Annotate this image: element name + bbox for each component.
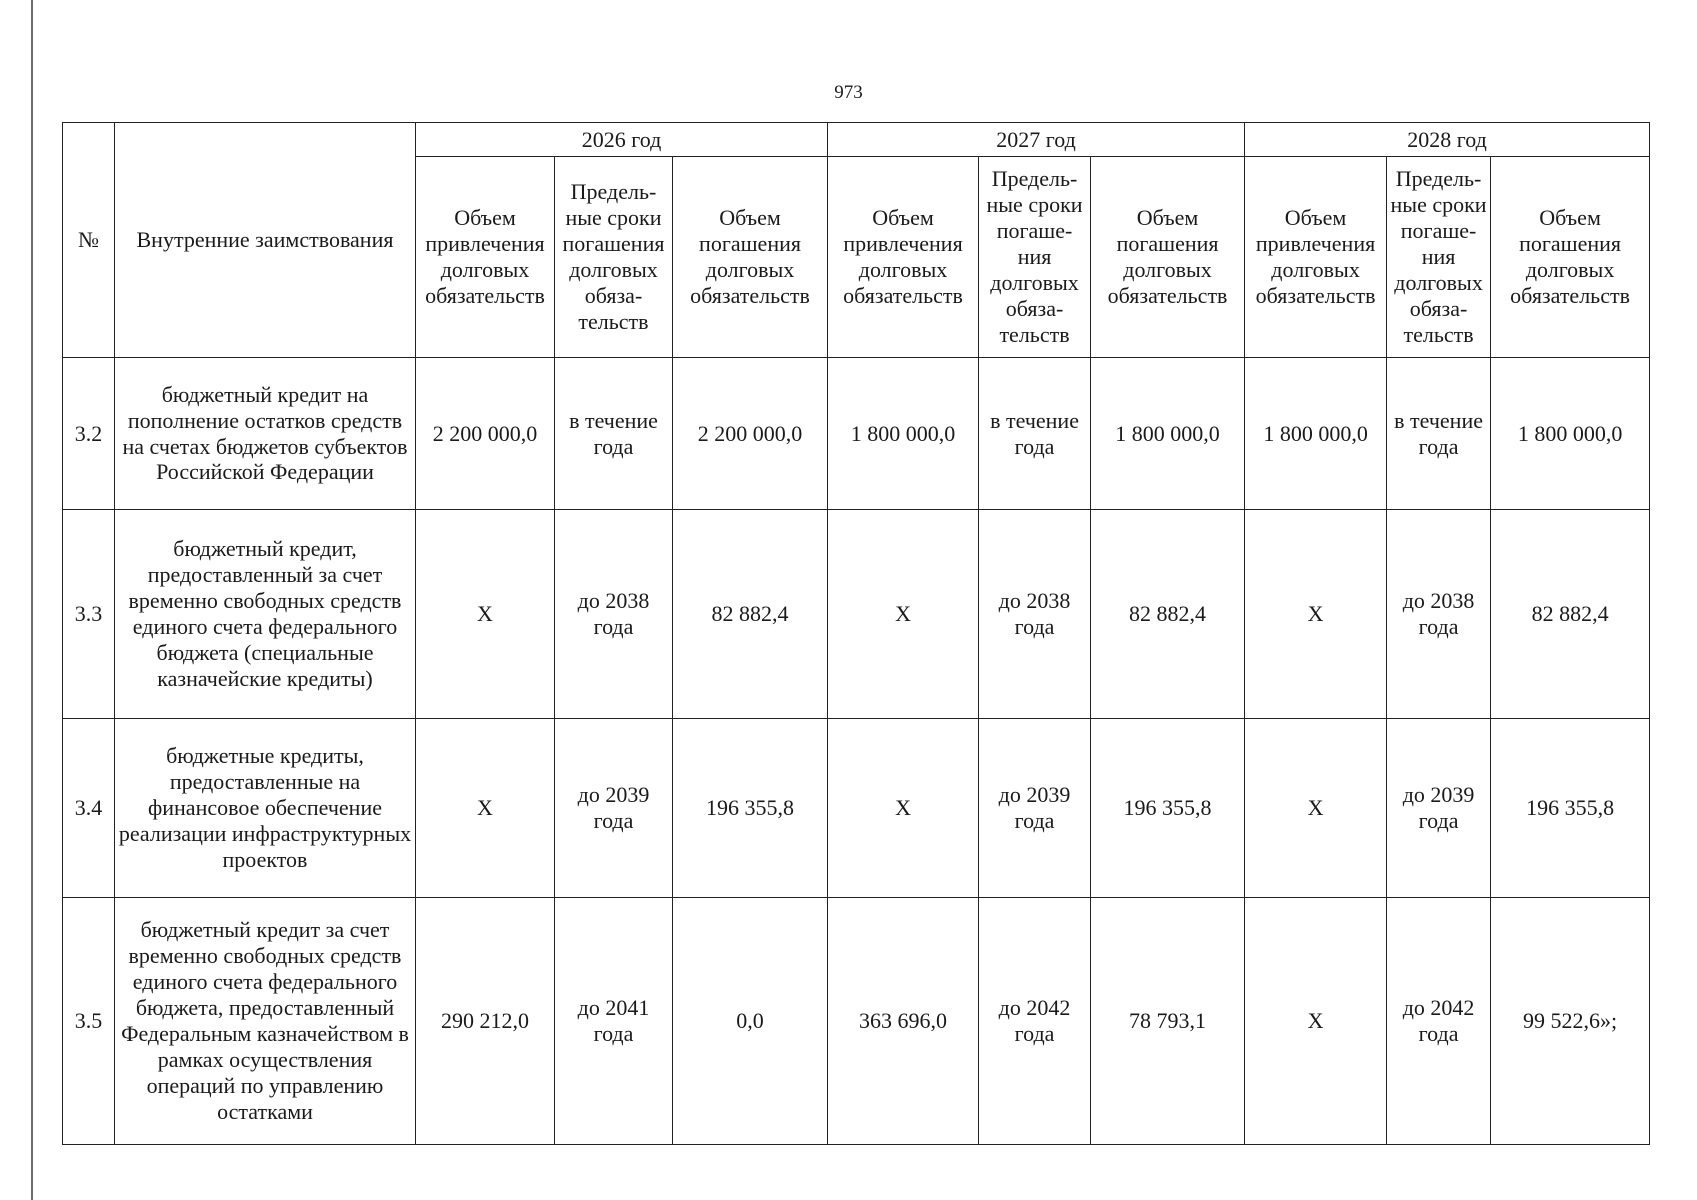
cell-attraction-2027: 1 800 000,0 [828,358,979,510]
year-header-2027: 2027 год [828,123,1245,157]
table-row [63,510,1650,719]
cell-attraction-2027: Х [828,510,979,719]
row-borrowing-name: бюджетные кредиты, предоставленные на финансовое обеспечение реализации инфраструктурных проектов [115,719,416,898]
subheader-repayment-2027: Объем погашения долговых обязательств [1091,157,1245,358]
year-header-2026: 2026 год [416,123,828,157]
cell-attraction-2026: 290 212,0 [416,898,555,1145]
cell-term-2027: в течение года [979,358,1091,510]
row-number: 3.5 [63,898,115,1145]
year-header-2028: 2028 год [1245,123,1650,157]
cell-attraction-2028: Х [1245,719,1387,898]
cell-term-2026: до 2039 года [555,719,673,898]
cell-attraction-2028: 1 800 000,0 [1245,358,1387,510]
cell-repayment-2026: 0,0 [673,898,828,1145]
column-header-name: Внутренние заимствования [115,123,416,358]
row-borrowing-name: бюджетный кредит, предоставленный за счет временно свободных средств единого счета федерального бюджета (специальные казначейские кредиты) [115,510,416,719]
subheader-attraction-2028: Объем привлечения долговых обязательств [1245,157,1387,358]
row-number: 3.2 [63,358,115,510]
row-borrowing-name: бюджетный кредит на пополнение остатков средств на счетах бюджетов субъектов Российской Федерации [115,358,416,510]
row-number: 3.3 [63,510,115,719]
borrowings-table [62,122,1650,1145]
cell-repayment-2027: 1 800 000,0 [1091,358,1245,510]
cell-attraction-2026: Х [416,719,555,898]
page-number: 973 [834,82,863,103]
cell-attraction-2026: Х [416,510,555,719]
table-row [63,898,1650,1145]
subheader-attraction-2026: Объем привлечения долговых обязательств [416,157,555,358]
table-row [63,719,1650,898]
cell-attraction-2028: Х [1245,510,1387,719]
cell-term-2028: до 2042 года [1387,898,1491,1145]
cell-repayment-2028: 99 522,6»; [1491,898,1650,1145]
cell-term-2027: до 2039 года [979,719,1091,898]
cell-repayment-2027: 82 882,4 [1091,510,1245,719]
cell-term-2028: до 2039 года [1387,719,1491,898]
subheader-repayment-2028: Объем погашения долговых обязательств [1491,157,1650,358]
row-number: 3.4 [63,719,115,898]
subheader-attraction-2027: Объем привлечения долговых обязательств [828,157,979,358]
cell-repayment-2027: 78 793,1 [1091,898,1245,1145]
table-row [63,358,1650,510]
cell-term-2027: до 2042 года [979,898,1091,1145]
subheader-term-2027: Предель-ные сроки погаше-ния долговых обяза-тельств [979,157,1091,358]
cell-repayment-2028: 196 355,8 [1491,719,1650,898]
header-row-years [63,123,1650,157]
subheader-term-2028: Предель-ные сроки погаше-ния долговых обяза-тельств [1387,157,1491,358]
cell-term-2027: до 2038 года [979,510,1091,719]
cell-repayment-2026: 196 355,8 [673,719,828,898]
subheader-term-2026: Предель-ные сроки погашения долговых обяза-тельств [555,157,673,358]
cell-term-2028: до 2038 года [1387,510,1491,719]
cell-term-2026: до 2038 года [555,510,673,719]
cell-attraction-2028: Х [1245,898,1387,1145]
table-header [63,123,1650,358]
cell-repayment-2026: 82 882,4 [673,510,828,719]
cell-term-2026: до 2041 года [555,898,673,1145]
cell-term-2028: в течение года [1387,358,1491,510]
cell-attraction-2027: 363 696,0 [828,898,979,1145]
cell-attraction-2026: 2 200 000,0 [416,358,555,510]
table-body [63,358,1650,1145]
scan-edge-line [31,0,33,1200]
subheader-repayment-2026: Объем погашения долговых обязательств [673,157,828,358]
cell-repayment-2028: 82 882,4 [1491,510,1650,719]
row-borrowing-name: бюджетный кредит за счет временно свободных средств единого счета федерального бюджета, предоставленный Федеральным казначейством в рамках осуществления операций по управлению остатками [115,898,416,1145]
cell-term-2026: в течение года [555,358,673,510]
column-header-number: № [63,123,115,358]
cell-attraction-2027: Х [828,719,979,898]
cell-repayment-2027: 196 355,8 [1091,719,1245,898]
cell-repayment-2026: 2 200 000,0 [673,358,828,510]
cell-repayment-2028: 1 800 000,0 [1491,358,1650,510]
